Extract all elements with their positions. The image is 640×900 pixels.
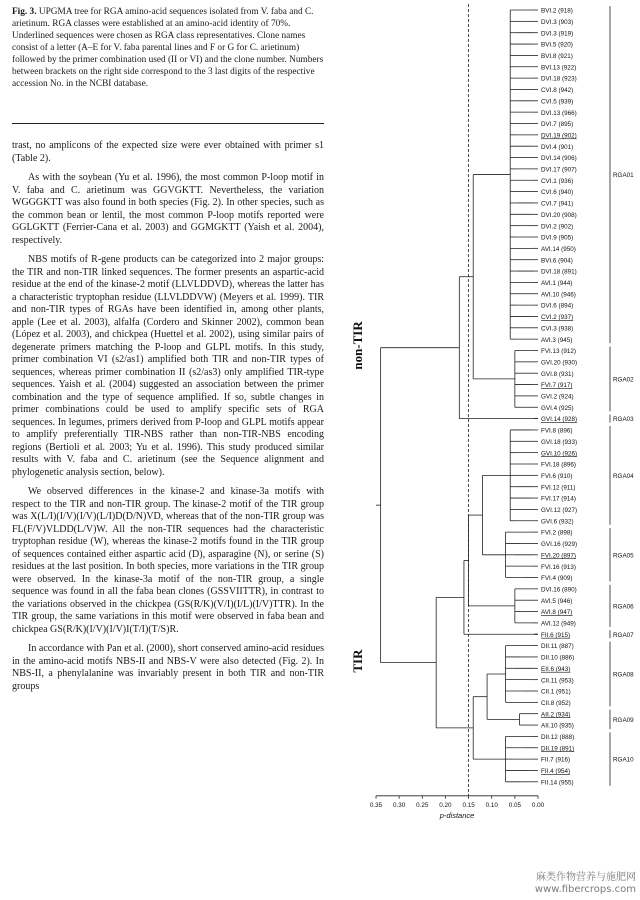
leaf-label: GVI.6 (932) <box>541 518 574 526</box>
axis-label: p-distance <box>439 810 475 820</box>
caption-divider <box>12 123 324 124</box>
leaf-label: DVI.16 (890) <box>541 586 577 594</box>
axis-tick-label: 0.00 <box>531 801 545 809</box>
leaf-label: DVI.19 (902) <box>541 132 577 140</box>
leaf-label: CII.8 (952) <box>541 699 571 707</box>
leaf-label: FVI.16 (913) <box>541 563 576 571</box>
leaf-label: CII.1 (951) <box>541 688 571 696</box>
leaf-label: DII.19 (891) <box>541 745 575 753</box>
leaf-label: AVI.1 (944) <box>541 280 573 287</box>
leaf-label: FVI.4 (909) <box>541 575 573 583</box>
leaf-label: BVI.8 (921) <box>541 53 573 60</box>
leaf-label: GVI.4 (925) <box>541 404 574 412</box>
axis-tick-label: 0.15 <box>462 801 475 809</box>
axis-tick-label: 0.35 <box>369 801 383 809</box>
leaf-label: CVI.5 (939) <box>541 98 574 106</box>
leaf-label: DVI.3 (919) <box>541 30 574 38</box>
leaf-label: DVI.14 (906) <box>541 155 577 163</box>
leaf-label: FVI.7 (917) <box>541 382 573 390</box>
leaf-label: GVI.14 (928) <box>541 416 578 424</box>
leaf-label: FVI.13 (912) <box>541 348 576 356</box>
figure-caption <box>12 6 324 90</box>
leaf-label: BVI.2 (918) <box>541 7 573 15</box>
axis-tick-label: 0.30 <box>393 801 406 809</box>
body-paragraph-5: In accordance with Pan et al. (2000), short conserved amino-acid residues in the amino-acid motifs NBS-II and NBS-V were also detected (Fig. 2). In NBS-II, a phenylalanine was invariably present in both TIR and non-TIR groups <box>12 643 324 692</box>
leaf-label: DVI.18 (891) <box>541 268 577 276</box>
leaf-label: CVI.1 (936) <box>541 177 574 185</box>
leaf-label: CVI.3 (938) <box>541 325 574 333</box>
figure-caption-text: UPGMA tree for RGA amino-acid sequences isolated from V. faba and C. arietinum. RGA classes were established at an amino-acid identity of 70%. Underlined sequences were chosen as RGA class representatives. Clone names consist of a letter (A–E for V. faba parental lines and F or G for C. arietinum) followed by the primer combination used (II or VI) and the clone number. Numbers between brackets on the right side correspond to the 3 last digits of the respective accession No. in the NCBI database. <box>12 7 324 89</box>
rga-class-label: RGA07 <box>613 631 634 639</box>
leaf-label: DVI.4 (901) <box>541 143 574 151</box>
axis-tick-label: 0.05 <box>508 801 521 809</box>
body-paragraph-3: NBS motifs of R-gene products can be categorized into 2 major groups: the TIR and non-TIR linked sequences. The former presents an aspartic-acid residue at the end of the kinase-2 motif (LLVLDDVD), whereas the latter has a characteristic tryptophan residue (LLVLDDVW) (Meyers et al. 1999). TIR and non-TIR types of RGAs have been identified in, among other plants, apple (Lee et al. 2003), alfalfa (Cordero and Skinner 2002), common bean (López et al. 2003), and chickpea (Huettel et al. 2002), using similar pairs of degenerate primers matching the P-loop and GLPL motifs. In this study, primer combination VI (s2/as1) amplified both TIR and non-TIR types of sequences, whereas primer combination II (s2/as3) only amplified TIR-type sequences. Yaish et al. (2004) suggested an association between the primer combination and the type of sequence amplified. If so, subtle changes in primer combinations could be used to amplify specific sets of RGA sequences. In legumes, primers derived from P-loop and GLPL motifs appear to amplify preferentially TIR-NBS rather than non-TIR-NBS encoding regions (Bertioli et al. 2003; Yu et al. 1996). This study produced similar results with V. faba and C. arietinum (see the Sequence alignment and phylogenetic analysis section, below). <box>12 254 324 478</box>
rga-class-label: RGA06 <box>613 603 634 611</box>
leaf-label: AVI.10 (946) <box>541 291 576 299</box>
leaf-label: GVI.8 (931) <box>541 370 574 378</box>
leaf-label: GVI.12 (927) <box>541 507 578 514</box>
leaf-label: DVI.2 (902) <box>541 223 574 231</box>
rga-class-label: RGA09 <box>613 716 634 724</box>
axis-tick-label: 0.25 <box>416 801 429 809</box>
leaf-label: CVI.6 (940) <box>541 189 574 197</box>
leaf-label: DVI.9 (905) <box>541 234 574 242</box>
rga-class-label: RGA08 <box>613 671 634 679</box>
leaf-label: FVI.8 (896) <box>541 427 573 435</box>
figure-label: Fig. 3. <box>12 7 37 17</box>
axis-tick-label: 0.20 <box>439 801 452 809</box>
leaf-label: FVI.17 (914) <box>541 495 576 503</box>
body-paragraph-1: trast, no amplicons of the expected size were ever obtained with primer s1 (Table 2). <box>12 140 324 164</box>
leaf-label: AII.10 (935) <box>541 722 574 730</box>
rga-class-label: RGA04 <box>613 472 634 480</box>
leaf-label: DII.12 (888) <box>541 734 575 741</box>
leaf-label: DVI.3 (903) <box>541 18 574 26</box>
group-label-tir: TIR <box>350 649 365 673</box>
rga-class-label: RGA02 <box>613 376 634 384</box>
leaf-label: FII.4 (954) <box>541 768 571 776</box>
rga-class-label: RGA03 <box>613 416 634 424</box>
body-paragraph-2: As with the soybean (Yu et al. 1996), the most common P-loop motif in V. faba and C. arietinum was GGVGKTT. Nevertheless, the variation WGGGKTT was also found in both species (Fig. 2). In other species, such as the common bean or lentil, the most common P-loop motifs reported were GGLGKTT (Ferrier-Cana et al. 2003) and GGMGKTT (Yaish et al. 2004), respectively. <box>12 172 324 246</box>
leaf-label: AVI.8 (947) <box>541 609 573 617</box>
leaf-label: DII.11 (887) <box>541 643 574 651</box>
leaf-label: GVI.16 (929) <box>541 541 578 549</box>
leaf-label: DVI.18 (923) <box>541 75 577 83</box>
leaf-label: FVI.20 (897) <box>541 552 576 560</box>
leaf-label: FII.7 (916) <box>541 756 571 764</box>
rga-class-label: RGA01 <box>613 172 634 180</box>
leaf-label: FVI.18 (896) <box>541 461 576 469</box>
leaf-label: DVI.13 (966) <box>541 109 577 117</box>
body-paragraph-4: We observed differences in the kinase-2 and kinase-3a motifs with respect to the TIR and non-TIR group. The kinase-2 motif of the TIR group was X(L/I)(I/V)(I/V)(L/I)D(D/N)VD, whereas that of the non-TIR group was FL(F/V)VLDD(L/V)W. All the non-TIR sequences had the characteristic tryptophan residue (W), whereas the kinase-2 motifs found in the TIR group of sequences contained either aspartic acid (D), asparagine (N), or serine (S) residues at the last position. In both species, more variations in the TIR group were observed. In the kinase-3a motif of the non-TIR group, a single sequence was found in all the faba bean clones (GSSVIITTR), in contrast to the variations observed in the chickpea (GS(R/K)(V/I)(I/L)(I/V)TTR). In the TIR group, the same variations in this motif were observed in faba bean and chickpea GS(R/K)(I/V)(I/V)I(T/I)(T/S)R. <box>12 486 324 635</box>
leaf-label: GVI.18 (933) <box>541 438 578 446</box>
axis-tick-label: 0.10 <box>485 801 498 809</box>
group-label-non-tir: non-TIR <box>350 321 365 370</box>
leaf-label: DVI.20 (908) <box>541 211 577 219</box>
leaf-label: FVI.2 (898) <box>541 529 573 537</box>
leaf-label: EII.6 (943) <box>541 665 571 673</box>
leaf-label: FII.14 (955) <box>541 779 574 787</box>
leaf-label: BVI.6 (904) <box>541 257 573 265</box>
leaf-label: FVI.12 (911) <box>541 484 576 492</box>
watermark <box>535 872 636 896</box>
leaf-label: GVI.20 (930) <box>541 359 578 367</box>
leaf-label: AVI.3 (945) <box>541 336 573 344</box>
leaf-label: BVI.13 (922) <box>541 64 577 72</box>
leaf-label: GVI.10 (926) <box>541 450 578 458</box>
watermark-text: 麻类作物营养与施肥网 www.fibercrops.com <box>534 872 636 895</box>
leaf-label: FII.6 (915) <box>541 631 571 639</box>
upgma-tree <box>340 0 640 900</box>
leaf-label: CVI.2 (937) <box>541 314 574 322</box>
leaf-label: AVI.12 (949) <box>541 620 576 628</box>
leaf-label: DVI.7 (895) <box>541 121 574 129</box>
body-text <box>12 140 324 700</box>
leaf-label: AII.2 (934) <box>541 711 571 719</box>
leaf-label: DII.10 (886) <box>541 654 575 662</box>
leaf-label: CVI.8 (942) <box>541 87 574 95</box>
leaf-label: CVI.7 (941) <box>541 200 574 208</box>
leaf-label: AVI.14 (950) <box>541 245 576 253</box>
leaf-label: DVI.17 (907) <box>541 166 577 174</box>
leaf-label: DVI.6 (894) <box>541 302 574 310</box>
rga-class-label: RGA05 <box>613 552 634 560</box>
leaf-label: CII.11 (953) <box>541 677 574 685</box>
leaf-label: BVI.5 (920) <box>541 41 573 49</box>
leaf-label: GVI.2 (924) <box>541 393 574 401</box>
leaf-label: AVI.5 (946) <box>541 597 573 605</box>
rga-class-label: RGA10 <box>613 756 634 764</box>
leaf-label: FVI.6 (910) <box>541 472 573 480</box>
